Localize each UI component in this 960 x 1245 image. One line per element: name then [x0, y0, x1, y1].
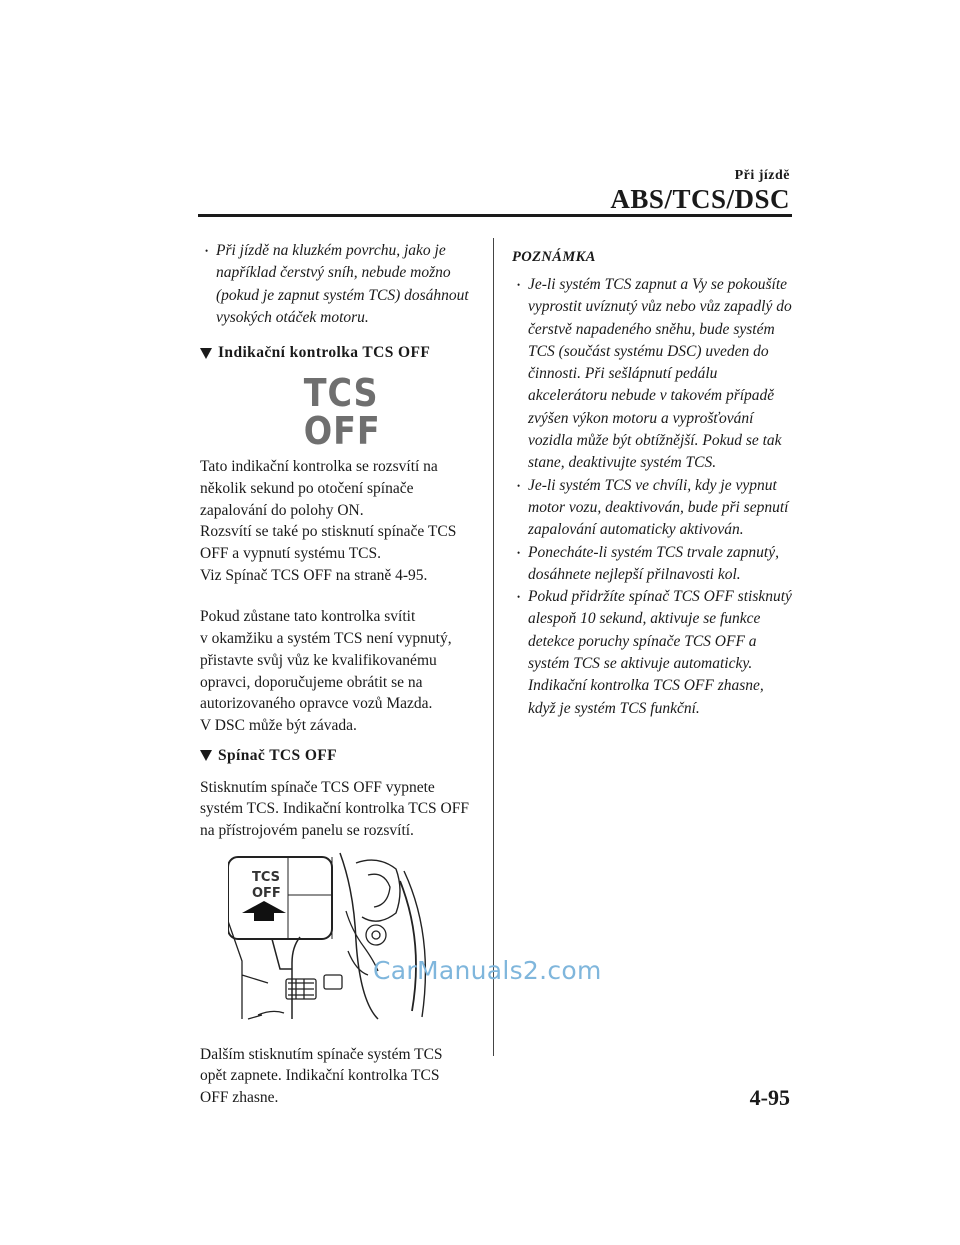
text-line: OFF a vypnutí systému TCS. — [200, 545, 382, 562]
indicator-description — [200, 456, 480, 586]
heading-tcs-off-indicator — [200, 344, 480, 362]
text-line: Stisknutím spínače TCS OFF vypnete — [200, 778, 435, 796]
right-column — [512, 249, 794, 720]
icon-line-tcs: TCS — [303, 371, 379, 416]
text-line: Rozsvítí se také po stisknutí spínače TCS — [200, 523, 457, 541]
text-line: přistavte svůj vůz ke kvalifikovanému — [200, 651, 437, 669]
text-line: Dalším stisknutím spínače systém TCS — [200, 1045, 443, 1063]
note-item: • Pokud přidržíte spínač TCS OFF stisknutý alespoň 10 sekund, aktivuje se funkce detekce poruchy spínače TCS OFF a systém TCS se aktivuje automaticky. Indikační kontrolka TCS OFF zhasne, když je systém TCS funkční. — [512, 586, 794, 720]
text-line: zapalování do polohy ON. — [200, 501, 364, 519]
triangle-down-icon — [200, 750, 212, 761]
note-item: • Je-li systém TCS ve chvíli, kdy je vypnut motor vozu, deaktivován, bude při sepnutí zapalování automaticky aktivován. — [512, 475, 794, 542]
section-title: ABS/TCS/DSC — [610, 184, 790, 214]
note-item: • Je-li systém TCS zapnut a Vy se pokoušíte vyprostit uvíznutý vůz nebo vůz zapadlý do čerstvě napadeného sněhu, bude systém TCS (součást systému DSC) uveden do činnosti. Při sešlápnutí pedálu akcelerátoru nebude v takovém případě zvýšen výkon motoru a vyprošťování vozidla může být obtížnější. Pokud se tak stane, deaktivujte systém TCS. — [512, 274, 794, 475]
text-line: Viz Spínač TCS OFF na straně 4-95. — [200, 566, 428, 584]
triangle-down-icon — [200, 348, 212, 359]
switch-reactivate — [200, 1044, 480, 1109]
text-line: na přístrojovém panelu se rozsvítí. — [200, 822, 414, 840]
chapter-label: Při jízdě — [734, 168, 790, 183]
illustration-label-off: OFF — [252, 885, 281, 901]
intro-bullet: • Při jízdě na kluzkém povrchu, jako je například čerstvý sníh, nebude možno (pokud je zapnut systém TCS) dosáhnout vysokých otáček motoru. — [200, 240, 480, 329]
tcs-off-indicator-icon — [303, 371, 381, 454]
header-rule — [198, 214, 792, 217]
text-line: opravci, doporučujeme obrátit se na — [200, 673, 423, 691]
dashboard-switch-illustration — [228, 851, 458, 1021]
indicator-warning — [200, 606, 480, 736]
note-list — [512, 274, 794, 720]
watermark: CarManuals2.com — [373, 956, 602, 985]
text-line: autorizovaného opravce vozů Mazda. — [200, 695, 433, 713]
heading-text: Spínač TCS OFF — [218, 746, 338, 764]
text-line: opět zapnete. Indikační kontrolka TCS — [200, 1067, 440, 1085]
text-line: V DSC může být závada. — [200, 716, 357, 734]
switch-description — [200, 777, 480, 842]
note-heading: POZNÁMKA — [512, 249, 596, 265]
illustration-label-tcs: TCS — [252, 869, 281, 885]
heading-text: Indikační kontrolka TCS OFF — [218, 344, 431, 362]
text-line: OFF zhasne. — [200, 1089, 279, 1107]
icon-line-off: OFF — [303, 409, 381, 454]
text-line: několik sekund po otočení spínače — [200, 479, 414, 497]
column-divider — [493, 238, 494, 1056]
page-number: 4-95 — [749, 1085, 790, 1110]
text-line: systém TCS. Indikační kontrolka TCS OFF — [200, 800, 469, 818]
note-item: • Ponecháte-li systém TCS trvale zapnutý, dosáhnete nejlepší přilnavosti kol. — [512, 542, 794, 587]
text-line: v okamžiku a systém TCS není vypnutý, — [200, 630, 452, 648]
text-line: Tato indikační kontrolka se rozsvítí na — [200, 458, 438, 476]
heading-tcs-off-switch — [200, 747, 480, 765]
intro-bullets — [200, 240, 480, 329]
text-line: Pokud zůstane tato kontrolka svítit — [200, 608, 416, 626]
